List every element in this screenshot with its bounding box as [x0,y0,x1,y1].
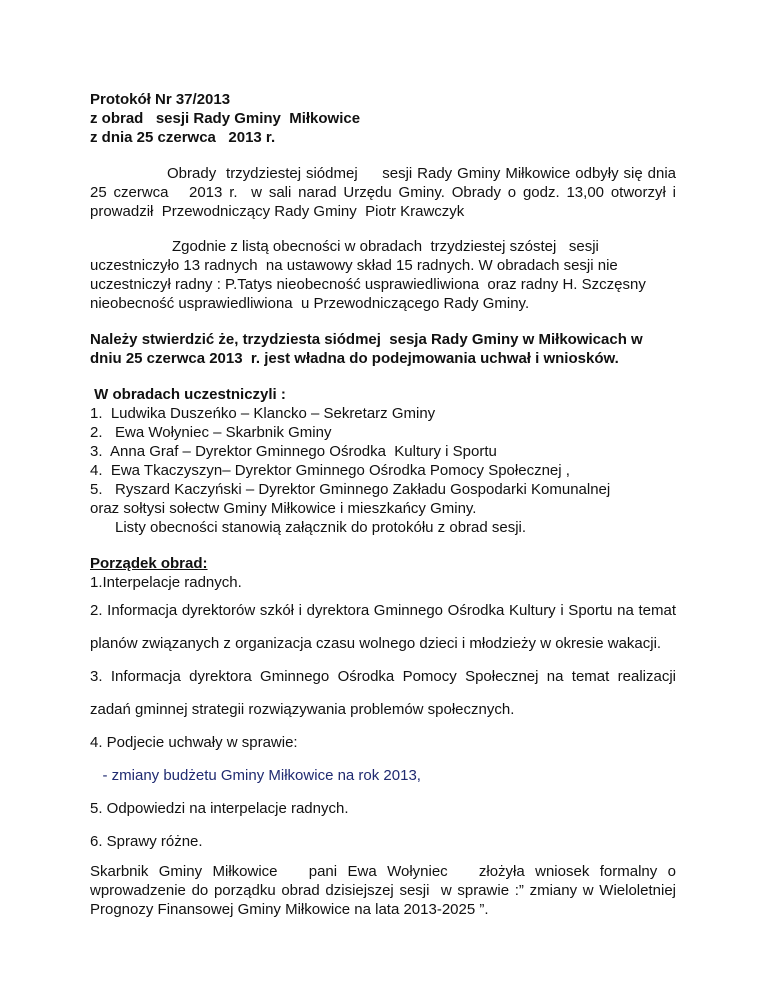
opening-paragraph: Obrady trzydziestej siódmej sesji Rady Gminy Miłkowice odbyły się dnia 25 czerwca 2013 r. w sali narad Urzędu Gminy. Obrady o godz. 13,00 otworzył i prowadził Przewodniczący Rady Gminy Piotr Krawczyk [90,165,681,220]
agenda-item-2-cont: planów związanych z organizacja czasu wolnego dzieci i młodzieży w okresie wakacji. [90,635,662,652]
agenda-item-2: 2. Informacja dyrektorów szkół i dyrektora Gminnego Ośrodka Kultury i Sportu na temat [90,602,676,619]
list-item: 1. Ludwika Duszeńko – Klancko – Sekretarz Gminy [90,405,436,422]
participants-section [90,385,676,537]
closing-paragraph: Skarbnik Gminy Miłkowice pani Ewa Wołyniec złożyła wniosek formalny o wprowadzenie do porządku obrad dzisiejszej sesji w sprawie :” zmiany w Wieloletniej Prognozy Finansowej Gminy Miłkowice na lata 2013-2025 ”. [90,863,681,918]
agenda-item-1: 1.Interpelacje radnych. [90,574,242,591]
list-item: 3. Anna Graf – Dyrektor Gminnego Ośrodka Kultury i Sportu [90,443,497,460]
list-item: 5. Ryszard Kaczyński – Dyrektor Gminnego Zakładu Gospodarki Komunalnej [90,481,611,498]
agenda-item-6: 6. Sprawy różne. [90,833,203,850]
agenda-item-4-sub: - zmiany budżetu Gminy Miłkowice na rok 2013, [90,767,421,784]
list-item: 4. Ewa Tkaczyszyn– Dyrektor Gminnego Ośrodka Pomocy Społecznej , [90,462,570,479]
agenda-section [90,554,676,851]
protocol-header [90,90,676,147]
agenda-item-4: 4. Podjecie uchwały w sprawie: [90,734,298,751]
protocol-subtitle: z obrad sesji Rady Gminy Miłkowice [90,110,361,127]
participants-note: oraz sołtysi sołectw Gminy Miłkowice i mieszkańcy Gminy. [90,500,477,517]
quorum-statement: Należy stwierdzić że, trzydziesta siódmej sesja Rady Gminy w Miłkowicach w dniu 25 czerwca 2013 r. jest władna do podejmowania uchwał i wniosków. [90,331,647,367]
participants-heading: W obradach uczestniczyli : [90,386,286,403]
attendance-paragraph: Zgodnie z listą obecności w obradach trzydziestej szóstej sesji uczestniczyło 13 radnych na ustawowy skład 15 radnych. W obradach sesji nie uczestniczył radny : P.Tatys nieobecność usprawiedliwiona oraz radny H. Szczęsny nieobecność usprawiedliwiona u Przewodniczącego Rady Gminy. [90,238,650,312]
protocol-title: Protokół Nr 37/2013 [90,91,231,108]
agenda-item-5: 5. Odpowiedzi na interpelacje radnych. [90,800,349,817]
agenda-heading: Porządek obrad: [90,555,208,572]
participants-list [90,404,676,499]
agenda-item-3: 3. Informacja dyrektora Gminnego Ośrodka Pomocy Społecznej na temat realizacji [90,668,676,685]
agenda-item-3-cont: zadań gminnej strategii rozwiązywania problemów społecznych. [90,701,515,718]
attendance-lists-note: Listy obecności stanowią załącznik do protokółu z obrad sesji. [90,519,527,536]
protocol-date: z dnia 25 czerwca 2013 r. [90,129,276,146]
list-item: 2. Ewa Wołyniec – Skarbnik Gminy [90,424,332,441]
